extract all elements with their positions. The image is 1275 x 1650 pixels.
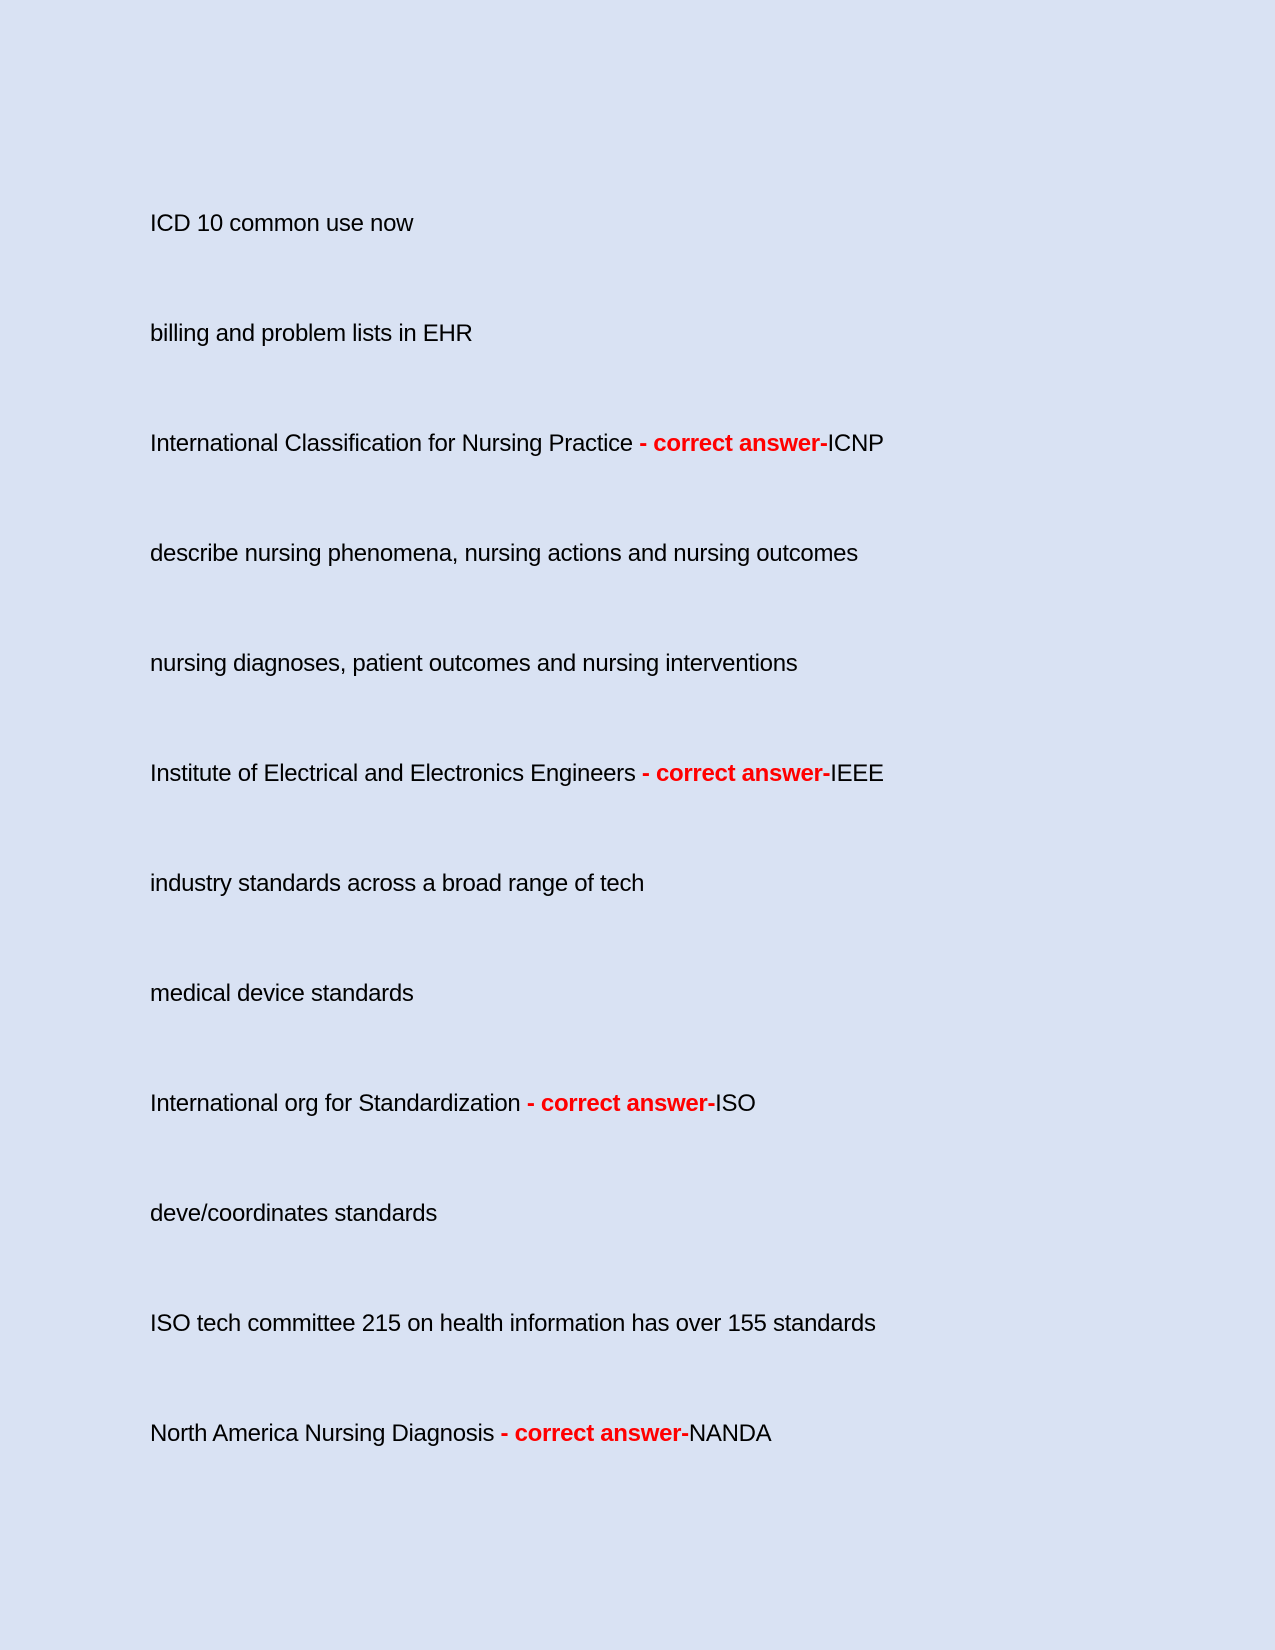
answer-text: IEEE xyxy=(830,760,884,787)
question-text: International Classification for Nursing Practice xyxy=(150,430,640,457)
question-text: Institute of Electrical and Electronics Engineers xyxy=(150,760,642,787)
line-text: ICD 10 common use now xyxy=(150,210,414,237)
question-line xyxy=(150,429,884,459)
line-text: medical device standards xyxy=(150,980,414,1007)
note-line xyxy=(150,209,413,239)
correct-answer-marker: - correct answer- xyxy=(526,1090,716,1117)
line-text: billing and problem lists in EHR xyxy=(150,320,473,347)
line-text: nursing diagnoses, patient outcomes and nursing interventions xyxy=(150,650,798,677)
note-line xyxy=(150,319,473,349)
question-line xyxy=(150,1089,756,1119)
note-line xyxy=(150,539,858,569)
line-text: industry standards across a broad range of tech xyxy=(150,870,645,897)
correct-answer-marker: - correct answer- xyxy=(641,760,831,787)
question-text: North America Nursing Diagnosis xyxy=(150,1420,501,1447)
answer-text: ICNP xyxy=(827,430,884,457)
correct-answer-marker: - correct answer- xyxy=(639,430,828,457)
line-text: deve/coordinates standards xyxy=(150,1200,438,1227)
question-text: International org for Standardization xyxy=(150,1090,527,1117)
note-line xyxy=(150,649,797,679)
note-line xyxy=(150,979,414,1009)
note-line xyxy=(150,869,644,899)
note-line xyxy=(150,1199,437,1229)
answer-text: NANDA xyxy=(688,1420,772,1447)
answer-text: ISO xyxy=(715,1090,756,1117)
question-line xyxy=(150,759,884,789)
correct-answer-marker: - correct answer- xyxy=(500,1420,689,1447)
line-text: ISO tech committee 215 on health information has over 155 standards xyxy=(150,1310,876,1337)
note-line xyxy=(150,1309,876,1339)
line-text: describe nursing phenomena, nursing actions and nursing outcomes xyxy=(150,540,858,567)
question-line xyxy=(150,1419,771,1449)
